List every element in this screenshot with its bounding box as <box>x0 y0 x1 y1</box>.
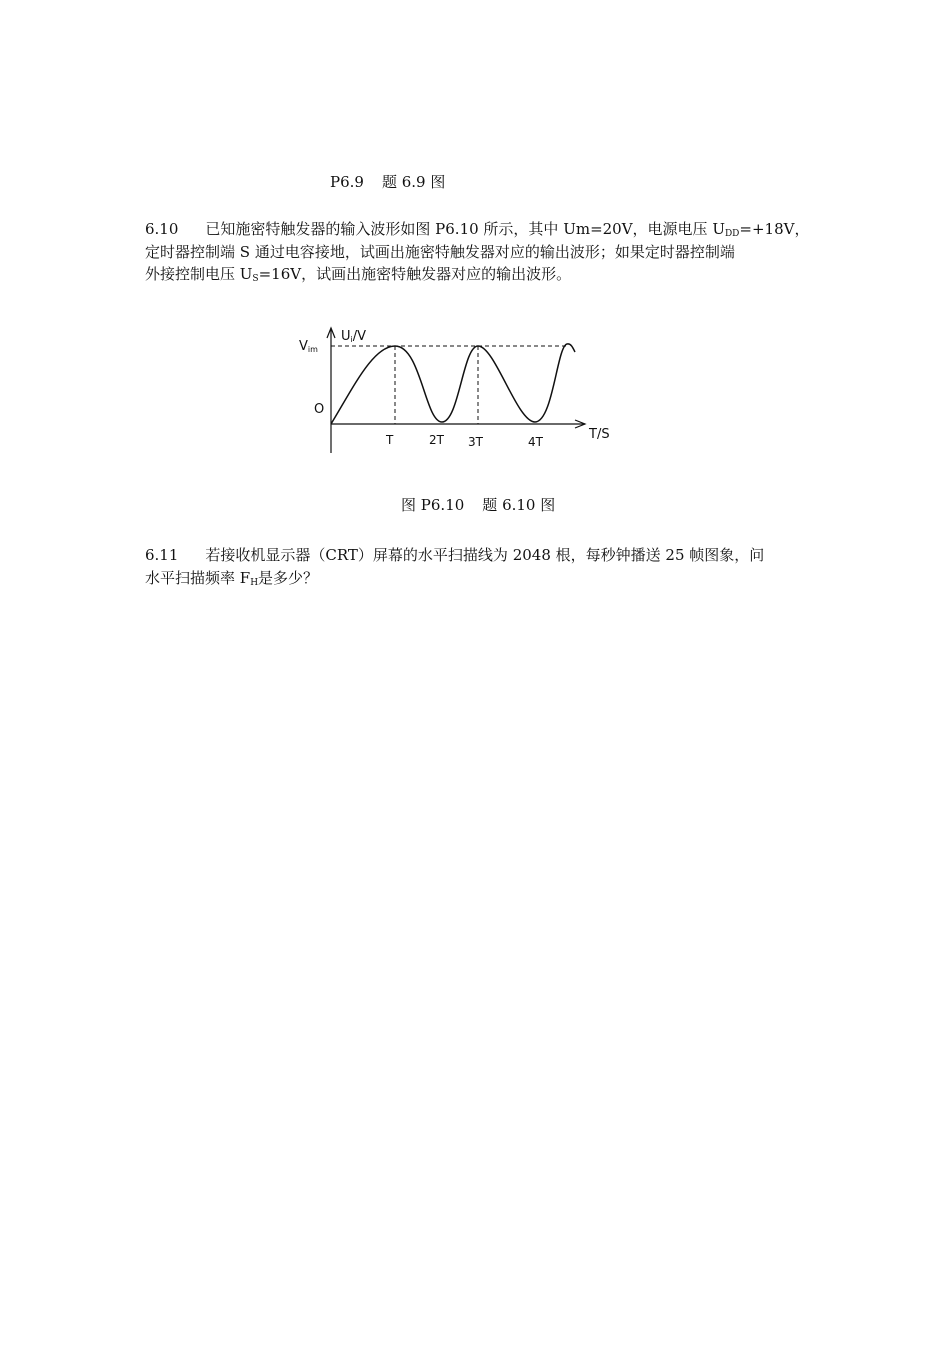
x-axis-label: T/S <box>589 427 610 442</box>
problem-6-11-text-1: 若接收机显示器（CRT）屏幕的水平扫描线为 2048 根，每秒钟播送 25 帧图象，问 <box>205 546 765 564</box>
subscript-dd: DD <box>724 229 740 239</box>
caption-p6-9-title: 题 6.9 图 <box>381 173 446 191</box>
caption-p6-10 <box>401 494 555 515</box>
tick-label-3t: 3T <box>468 435 483 449</box>
problem-6-10-text-3: 外接控制电压 U <box>145 265 253 283</box>
problem-6-11-text-2b: 是多少？ <box>258 568 319 587</box>
caption-p6-10-prefix: 图 <box>401 496 417 514</box>
caption-p6-10-title: 题 6.10 图 <box>482 496 556 514</box>
problem-6-11-line-1 <box>145 544 810 567</box>
problem-6-11-text-2: 水平扫描频率 F <box>145 568 251 587</box>
problem-6-11-line-2 <box>145 567 810 590</box>
problem-6-10-number: 6.10 <box>145 220 179 238</box>
waveform-figure-p6-10 <box>295 318 625 463</box>
subscript-s: S <box>252 274 259 284</box>
tick-label-2t: 2T <box>429 433 444 447</box>
problem-6-10-text-3b: =16V，试画出施密特触发器对应的输出波形。 <box>258 265 572 283</box>
vim-label: Vim <box>299 339 318 354</box>
tick-label-4t: 4T <box>528 435 543 449</box>
problem-6-10-text-1: 已知施密特触发器的输入波形如图 P6.10 所示，其中 Um=20V，电源电压 U <box>205 220 725 238</box>
problem-6-10-text-1b: =+18V， <box>739 220 810 238</box>
subscript-h: H <box>250 577 259 588</box>
problem-6-10-line-1 <box>145 218 810 241</box>
caption-p6-9 <box>330 171 445 192</box>
origin-label: O <box>314 402 325 417</box>
problem-6-10-line-2: 定时器控制端 S 通过电容接地，试画出施密特触发器对应的输出波形；如果定时器控制端 <box>145 242 735 261</box>
caption-p6-10-label: P6.10 <box>420 496 465 514</box>
problem-6-11 <box>145 544 810 589</box>
caption-p6-9-label: P6.9 <box>330 173 364 191</box>
input-waveform <box>331 344 575 424</box>
tick-label-t: T <box>386 433 394 447</box>
problem-6-11-number: 6.11 <box>145 546 179 564</box>
y-axis-label: Ui/V <box>341 329 367 344</box>
problem-6-10-line-3 <box>145 263 810 286</box>
problem-6-10 <box>145 218 810 286</box>
